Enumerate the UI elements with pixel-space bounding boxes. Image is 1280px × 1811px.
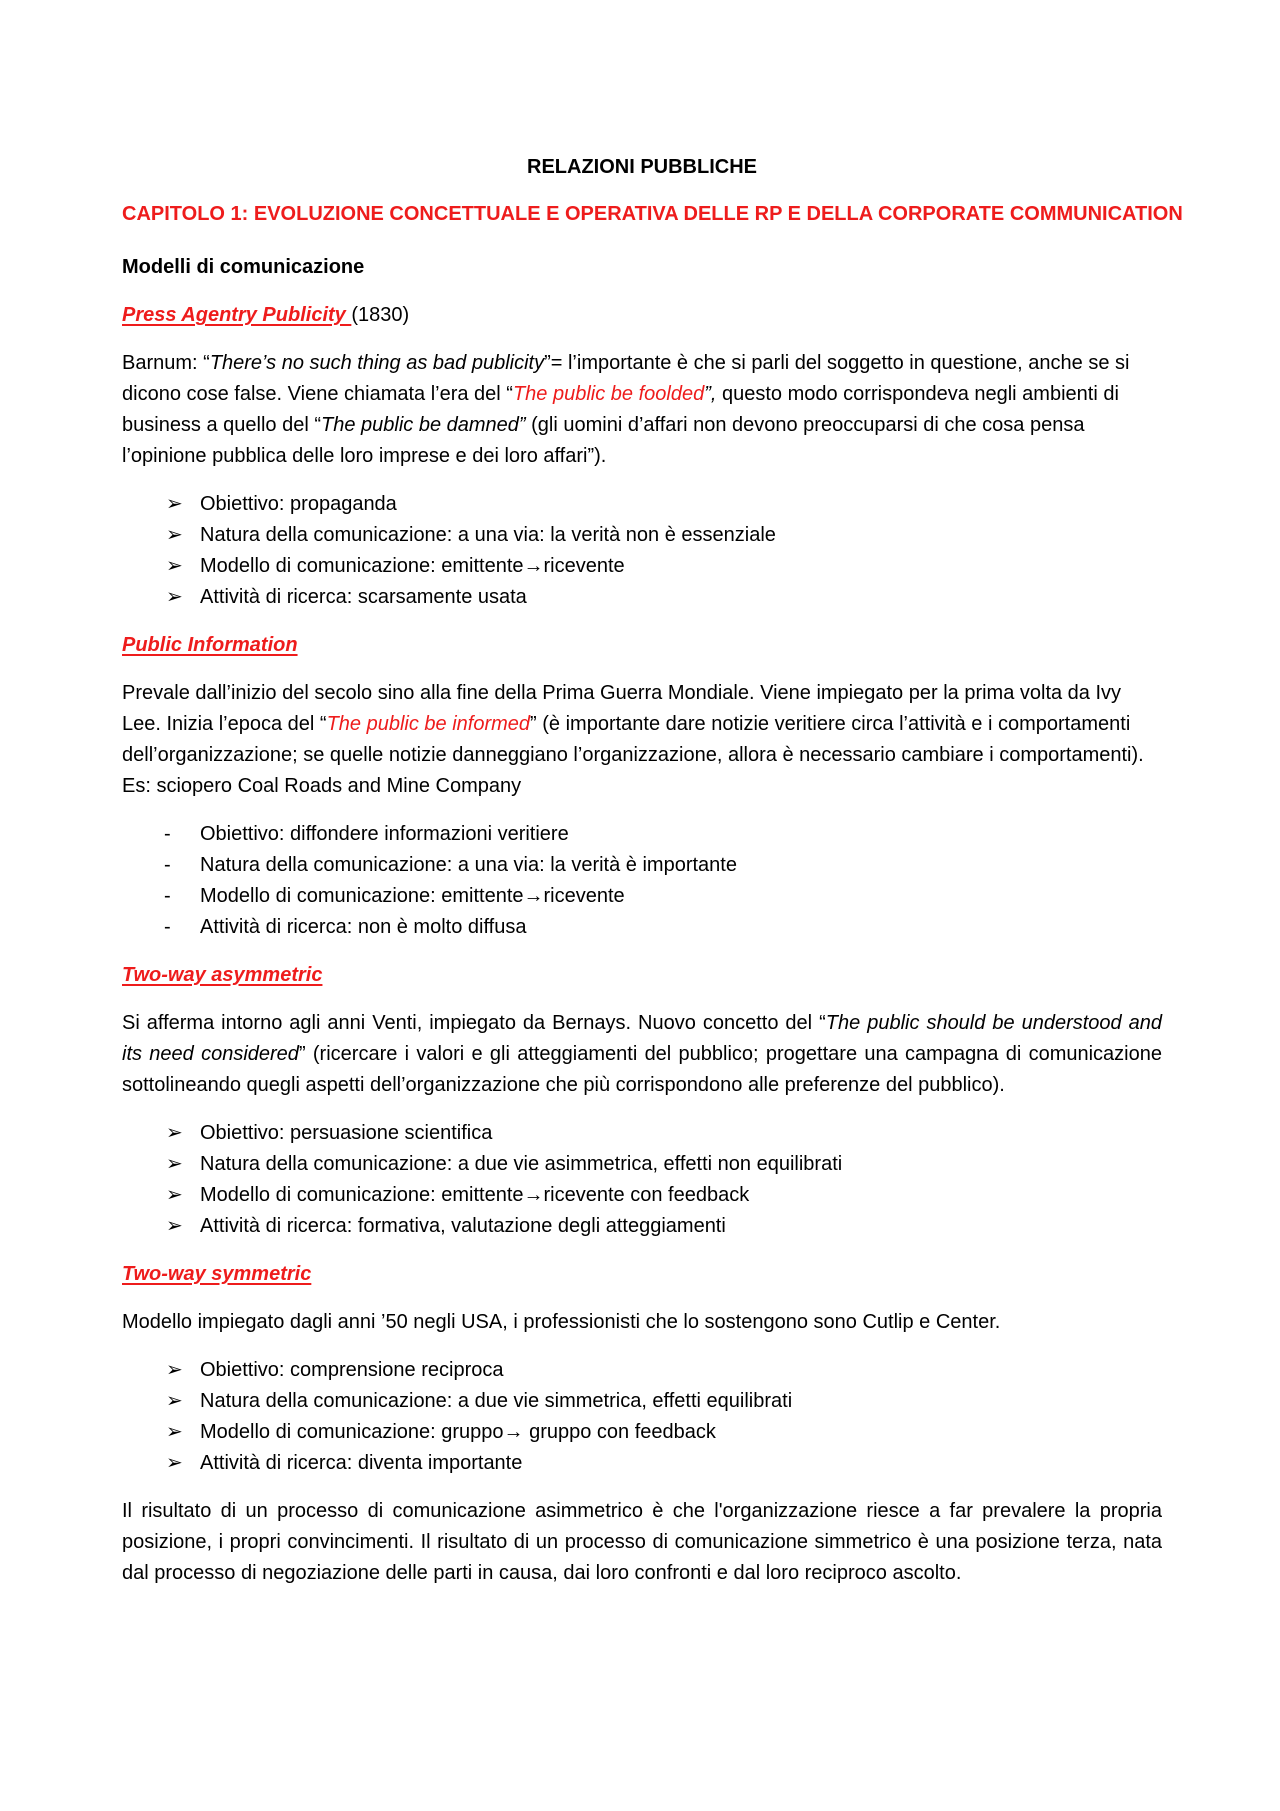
arrow-bullet-icon: ➢ — [166, 586, 183, 608]
dash-bullet: - — [164, 854, 171, 876]
list-item-text: Attività di ricerca: formativa, valutazione degli atteggiamenti — [200, 1215, 726, 1237]
text-run: ” (ricercare i valori e gli atteggiamenti del pubblico; progettare una campagna di comunicazione sottolineando quegli aspetti dell’organizzazione che più corrispondono alle preferenze del pubblico). — [122, 1043, 1162, 1096]
model-title: Press Agentry Publicity — [122, 304, 352, 326]
list-item — [122, 881, 1162, 912]
model-heading-two-way-asymmetric — [122, 960, 1162, 991]
list-item-text: Natura della comunicazione: a una via: la verità non è essenziale — [200, 524, 776, 546]
model-description — [122, 1008, 1162, 1101]
list-item — [122, 850, 1162, 881]
chapter-title: CAPITOLO 1: EVOLUZIONE CONCETTUALE E OPERATIVA DELLE RP E DELLA CORPORATE COMMUNICATION — [122, 203, 1183, 225]
arrow-bullet-icon: ➢ — [166, 524, 183, 546]
list-item — [122, 1180, 1162, 1211]
arrow-bullet-icon: ➢ — [166, 1153, 183, 1175]
model-description — [122, 348, 1162, 472]
arrow-bullet-icon: ➢ — [166, 1390, 183, 1412]
list-item — [122, 1211, 1162, 1242]
list-item — [122, 912, 1162, 943]
list-item — [122, 582, 1162, 613]
list-item — [122, 1149, 1162, 1180]
list-item-text: Attività di ricerca: scarsamente usata — [200, 586, 527, 608]
quote-red: The public be informed — [326, 713, 531, 735]
text-run: Prevale dall’inizio del secolo sino alla fine della Prima Guerra Mondiale. Viene impiegato per la prima volta da Ivy Lee. Inizia l’epoca del “ — [122, 682, 1122, 735]
list-item — [122, 1386, 1162, 1417]
document-title: RELAZIONI PUBBLICHE — [527, 156, 757, 178]
quote-italic: There’s no such thing as bad publicity — [209, 352, 545, 374]
list-item-text: Modello di comunicazione: emittente→ricevente — [200, 555, 625, 577]
arrow-bullet-icon: ➢ — [166, 1184, 183, 1206]
conclusion-paragraph: Il risultato di un processo di comunicazione asimmetrico è che l'organizzazione riesce a far prevalere la propria posizione, i propri convincimenti. Il risultato di un processo di comunicazione simmetrico è una posizione terza, nata dal processo di negoziazione delle parti in causa, dai loro confronti e dal loro reciproco ascolto. — [122, 1500, 1162, 1584]
list-item-text: Obiettivo: persuasione scientifica — [200, 1122, 493, 1144]
arrow-bullet-icon: ➢ — [166, 1452, 183, 1474]
model-heading-press-agentry — [122, 300, 1162, 331]
model-title: Public Information — [122, 634, 298, 656]
list-item-text: Modello di comunicazione: gruppo→ gruppo con feedback — [200, 1421, 716, 1443]
quote-italic: The public be damned” — [321, 414, 526, 436]
list-item-text: Attività di ricerca: non è molto diffusa — [200, 916, 527, 938]
text-run: Si afferma intorno agli anni Venti, impiegato da Bernays. Nuovo concetto del “ — [122, 1012, 826, 1034]
arrow-bullet-icon: ➢ — [166, 1122, 183, 1144]
list-item-text: Attività di ricerca: diventa importante — [200, 1452, 523, 1474]
text-run: Barnum: “ — [122, 352, 210, 374]
list-item — [122, 551, 1162, 582]
model-title: Two-way asymmetric — [122, 964, 323, 986]
list-item-text: Modello di comunicazione: emittente→ricevente — [200, 885, 625, 907]
model-attributes-list — [122, 489, 1162, 613]
quote-italic: The public should be understood and its need considered — [122, 1012, 1163, 1065]
model-description: Modello impiegato dagli anni ’50 negli USA, i professionisti che lo sostengono sono Cutlip e Center. — [122, 1311, 1001, 1333]
quote-italic: ”, — [704, 383, 717, 405]
text-run: questo modo corrispondeva negli ambienti di business a quello del “ — [122, 383, 1119, 436]
model-year: (1830) — [351, 304, 410, 326]
list-item-text: Natura della comunicazione: a due vie simmetrica, effetti equilibrati — [200, 1390, 793, 1412]
list-item — [122, 1448, 1162, 1479]
text-run: ”= l’importante è che si parli del soggetto in questione, anche se si dicono cose false. Viene chiamata l’era del “ — [122, 352, 1130, 405]
dash-bullet: - — [164, 916, 171, 938]
list-item-text: Natura della comunicazione: a una via: la verità è importante — [200, 854, 737, 876]
dash-bullet: - — [164, 885, 171, 907]
list-item-text: Obiettivo: diffondere informazioni veritiere — [200, 823, 569, 845]
arrow-bullet-icon: ➢ — [166, 493, 183, 515]
list-item-text: Natura della comunicazione: a due vie asimmetrica, effetti non equilibrati — [200, 1153, 843, 1175]
text-run: ” (è importante dare notizie veritiere circa l’attività e i comportamenti dell’organizzazione; se quelle notizie danneggiano l’organizzazione, allora è necessario cambiare i comportamenti). Es: sciopero Coal Roads and Mine Company — [122, 713, 1144, 797]
model-title: Two-way symmetric — [122, 1263, 312, 1285]
text-run: (gli uomini d’affari non devono preoccuparsi di che cosa pensa l’opinione pubblica delle loro imprese e dei loro affari”). — [122, 414, 1085, 467]
model-attributes-list — [122, 1118, 1162, 1242]
list-item-text: Modello di comunicazione: emittente→ricevente con feedback — [200, 1184, 750, 1206]
model-heading-public-information — [122, 630, 1162, 661]
model-attributes-list — [122, 819, 1162, 943]
model-heading-two-way-symmetric — [122, 1259, 1162, 1290]
arrow-bullet-icon: ➢ — [166, 555, 183, 577]
list-item — [122, 489, 1162, 520]
model-attributes-list — [122, 1355, 1162, 1479]
dash-bullet: - — [164, 823, 171, 845]
arrow-bullet-icon: ➢ — [166, 1421, 183, 1443]
arrow-bullet-icon: ➢ — [166, 1359, 183, 1381]
list-item-text: Obiettivo: propaganda — [200, 493, 397, 515]
section-title: Modelli di comunicazione — [122, 256, 365, 278]
list-item — [122, 819, 1162, 850]
list-item — [122, 1118, 1162, 1149]
model-description — [122, 678, 1162, 802]
list-item — [122, 520, 1162, 551]
quote-red: The public be foolded — [512, 383, 705, 405]
list-item — [122, 1417, 1162, 1448]
list-item — [122, 1355, 1162, 1386]
list-item-text: Obiettivo: comprensione reciproca — [200, 1359, 504, 1381]
arrow-bullet-icon: ➢ — [166, 1215, 183, 1237]
